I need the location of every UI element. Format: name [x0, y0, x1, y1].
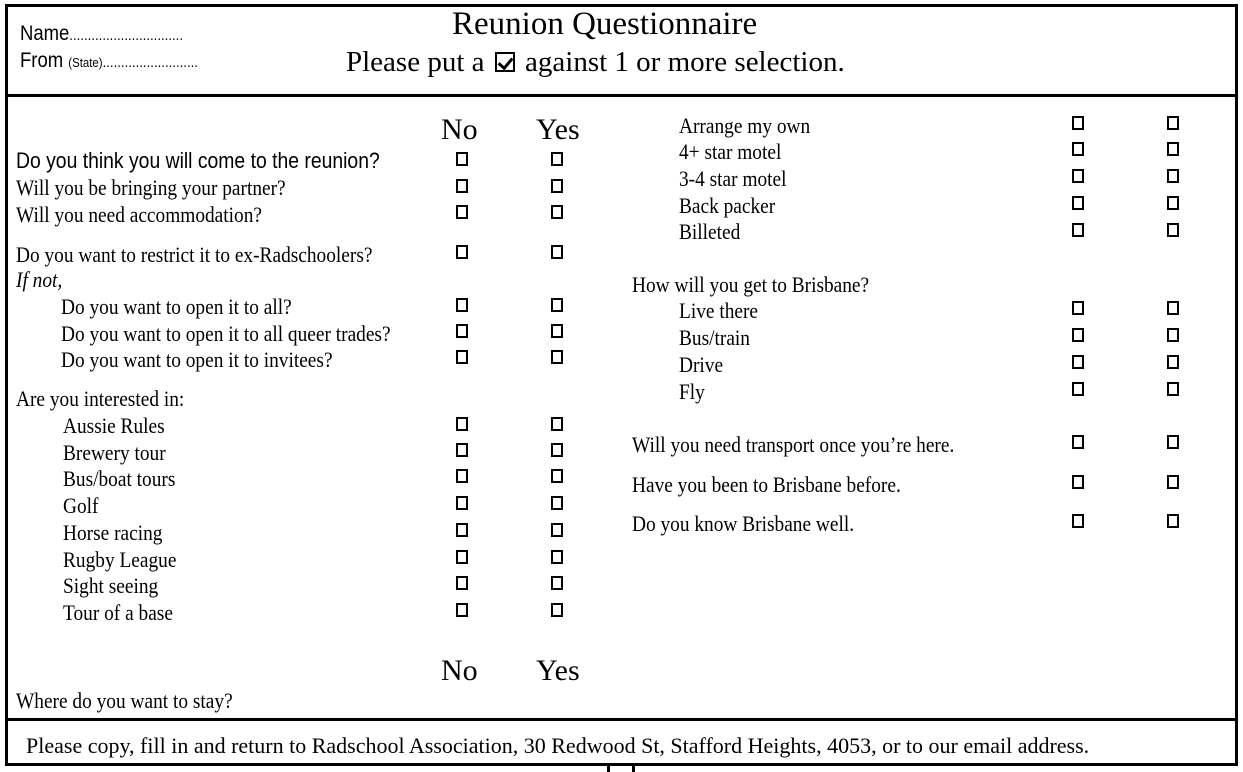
- list-item-stay-option: Arrange my own: [679, 113, 811, 138]
- checkbox-no[interactable]: [1072, 475, 1084, 489]
- interested-label: Are you interested in:: [16, 386, 185, 411]
- if-not-label: If not,: [16, 267, 63, 292]
- list-item-interest: Golf: [63, 493, 99, 518]
- checkbox-no[interactable]: [1072, 142, 1084, 156]
- list-item-stay-option: Billeted: [679, 219, 741, 244]
- list-item-travel-option: Live there: [679, 298, 759, 323]
- checkbox-no[interactable]: [1072, 328, 1084, 342]
- bottom-tick: [632, 766, 635, 772]
- checkbox-yes[interactable]: [551, 417, 563, 431]
- list-item-stay-option: 3-4 star motel: [679, 166, 787, 191]
- checkbox-yes[interactable]: [1167, 475, 1179, 489]
- footer-divider: [5, 718, 1238, 721]
- checkbox-yes[interactable]: [551, 298, 563, 312]
- list-item-travel-option: Fly: [679, 379, 705, 404]
- checkbox-no[interactable]: [456, 298, 468, 312]
- checkbox-no[interactable]: [456, 152, 468, 166]
- checkbox-no[interactable]: [456, 245, 468, 259]
- checkbox-no[interactable]: [1072, 196, 1084, 210]
- checkbox-no[interactable]: [456, 205, 468, 219]
- list-item-interest: Bus/boat tours: [63, 466, 176, 491]
- header-divider: [5, 94, 1238, 97]
- list-item-travel-option: Bus/train: [679, 325, 750, 350]
- checkbox-yes[interactable]: [551, 245, 563, 259]
- checkbox-no[interactable]: [456, 179, 468, 193]
- checkbox-yes[interactable]: [551, 469, 563, 483]
- checkbox-no[interactable]: [456, 576, 468, 590]
- checkbox-yes[interactable]: [551, 603, 563, 617]
- checkbox-yes[interactable]: [551, 350, 563, 364]
- list-item-interest: Rugby League: [63, 547, 177, 572]
- column-header-yes: Yes: [536, 113, 580, 146]
- checkbox-no[interactable]: [1072, 355, 1084, 369]
- from-field[interactable]: From (State)..........................: [20, 49, 198, 72]
- checkbox-yes[interactable]: [1167, 169, 1179, 183]
- question-accommodation: Will you need accommodation?: [16, 202, 262, 227]
- bottom-tick: [607, 766, 610, 772]
- checkbox-yes[interactable]: [1167, 514, 1179, 528]
- name-field[interactable]: Name...............................: [20, 22, 184, 45]
- checkbox-no[interactable]: [1072, 382, 1084, 396]
- checkbox-yes[interactable]: [551, 576, 563, 590]
- checkbox-yes[interactable]: [551, 324, 563, 338]
- list-item-interest: Aussie Rules: [63, 413, 165, 438]
- checkbox-yes[interactable]: [1167, 223, 1179, 237]
- question-open-invitees: Do you want to open it to invitees?: [61, 347, 333, 372]
- question-open-queer: Do you want to open it to all queer trades?: [61, 321, 391, 346]
- list-item-stay-option: 4+ star motel: [679, 139, 782, 164]
- list-item-interest: Brewery tour: [63, 440, 166, 465]
- list-item-interest: Sight seeing: [63, 573, 159, 598]
- checkbox-no[interactable]: [456, 550, 468, 564]
- question-been-before: Have you been to Brisbane before.: [632, 472, 901, 497]
- checkbox-yes[interactable]: [1167, 142, 1179, 156]
- checkbox-no[interactable]: [1072, 223, 1084, 237]
- checkbox-no[interactable]: [456, 496, 468, 510]
- checkbox-yes[interactable]: [551, 443, 563, 457]
- checkbox-no[interactable]: [1072, 169, 1084, 183]
- travel-label: How will you get to Brisbane?: [632, 272, 870, 297]
- checkbox-yes[interactable]: [1167, 435, 1179, 449]
- question-transport: Will you need transport once you’re here.: [632, 432, 955, 457]
- column-header-no: No: [441, 654, 478, 687]
- question-know-brisbane: Do you know Brisbane well.: [632, 511, 855, 536]
- list-item-interest: Tour of a base: [63, 600, 173, 625]
- checkbox-yes[interactable]: [551, 205, 563, 219]
- footer-instructions: Please copy, fill in and return to Radschool Association, 30 Redwood St, Stafford Heights, 4053, or to our email address.: [26, 733, 1090, 758]
- checkbox-yes[interactable]: [551, 152, 563, 166]
- checkbox-no[interactable]: [456, 469, 468, 483]
- checkbox-no[interactable]: [456, 350, 468, 364]
- instruction-text: Please put a against 1 or more selection.: [346, 46, 845, 78]
- column-header-yes: Yes: [536, 654, 580, 687]
- column-header-no: No: [441, 113, 478, 146]
- question-partner: Will you be bringing your partner?: [16, 175, 286, 200]
- page-title: Reunion Questionnaire: [452, 6, 758, 42]
- stay-label: Where do you want to stay?: [16, 688, 233, 713]
- checkbox-yes[interactable]: [551, 179, 563, 193]
- checkbox-no[interactable]: [456, 324, 468, 338]
- checkbox-yes[interactable]: [1167, 301, 1179, 315]
- checkbox-yes[interactable]: [1167, 196, 1179, 210]
- checkbox-yes[interactable]: [551, 523, 563, 537]
- form-border: [5, 4, 1238, 766]
- checkbox-yes[interactable]: [551, 496, 563, 510]
- checked-box-icon: [495, 52, 515, 72]
- checkbox-yes[interactable]: [1167, 116, 1179, 130]
- checkbox-no[interactable]: [1072, 435, 1084, 449]
- question-restrict: Do you want to restrict it to ex-Radschoolers?: [16, 242, 373, 267]
- checkbox-yes[interactable]: [1167, 328, 1179, 342]
- checkbox-no[interactable]: [1072, 116, 1084, 130]
- list-item-stay-option: Back packer: [679, 193, 776, 218]
- list-item-interest: Horse racing: [63, 520, 163, 545]
- list-item-travel-option: Drive: [679, 352, 724, 377]
- checkbox-no[interactable]: [456, 443, 468, 457]
- checkbox-no[interactable]: [456, 523, 468, 537]
- question-open-all: Do you want to open it to all?: [61, 294, 292, 319]
- checkbox-yes[interactable]: [1167, 382, 1179, 396]
- question-come: Do you think you will come to the reunion?: [16, 148, 380, 173]
- checkbox-yes[interactable]: [1167, 355, 1179, 369]
- checkbox-no[interactable]: [1072, 514, 1084, 528]
- checkbox-no[interactable]: [1072, 301, 1084, 315]
- checkbox-no[interactable]: [456, 417, 468, 431]
- checkbox-no[interactable]: [456, 603, 468, 617]
- checkbox-yes[interactable]: [551, 550, 563, 564]
